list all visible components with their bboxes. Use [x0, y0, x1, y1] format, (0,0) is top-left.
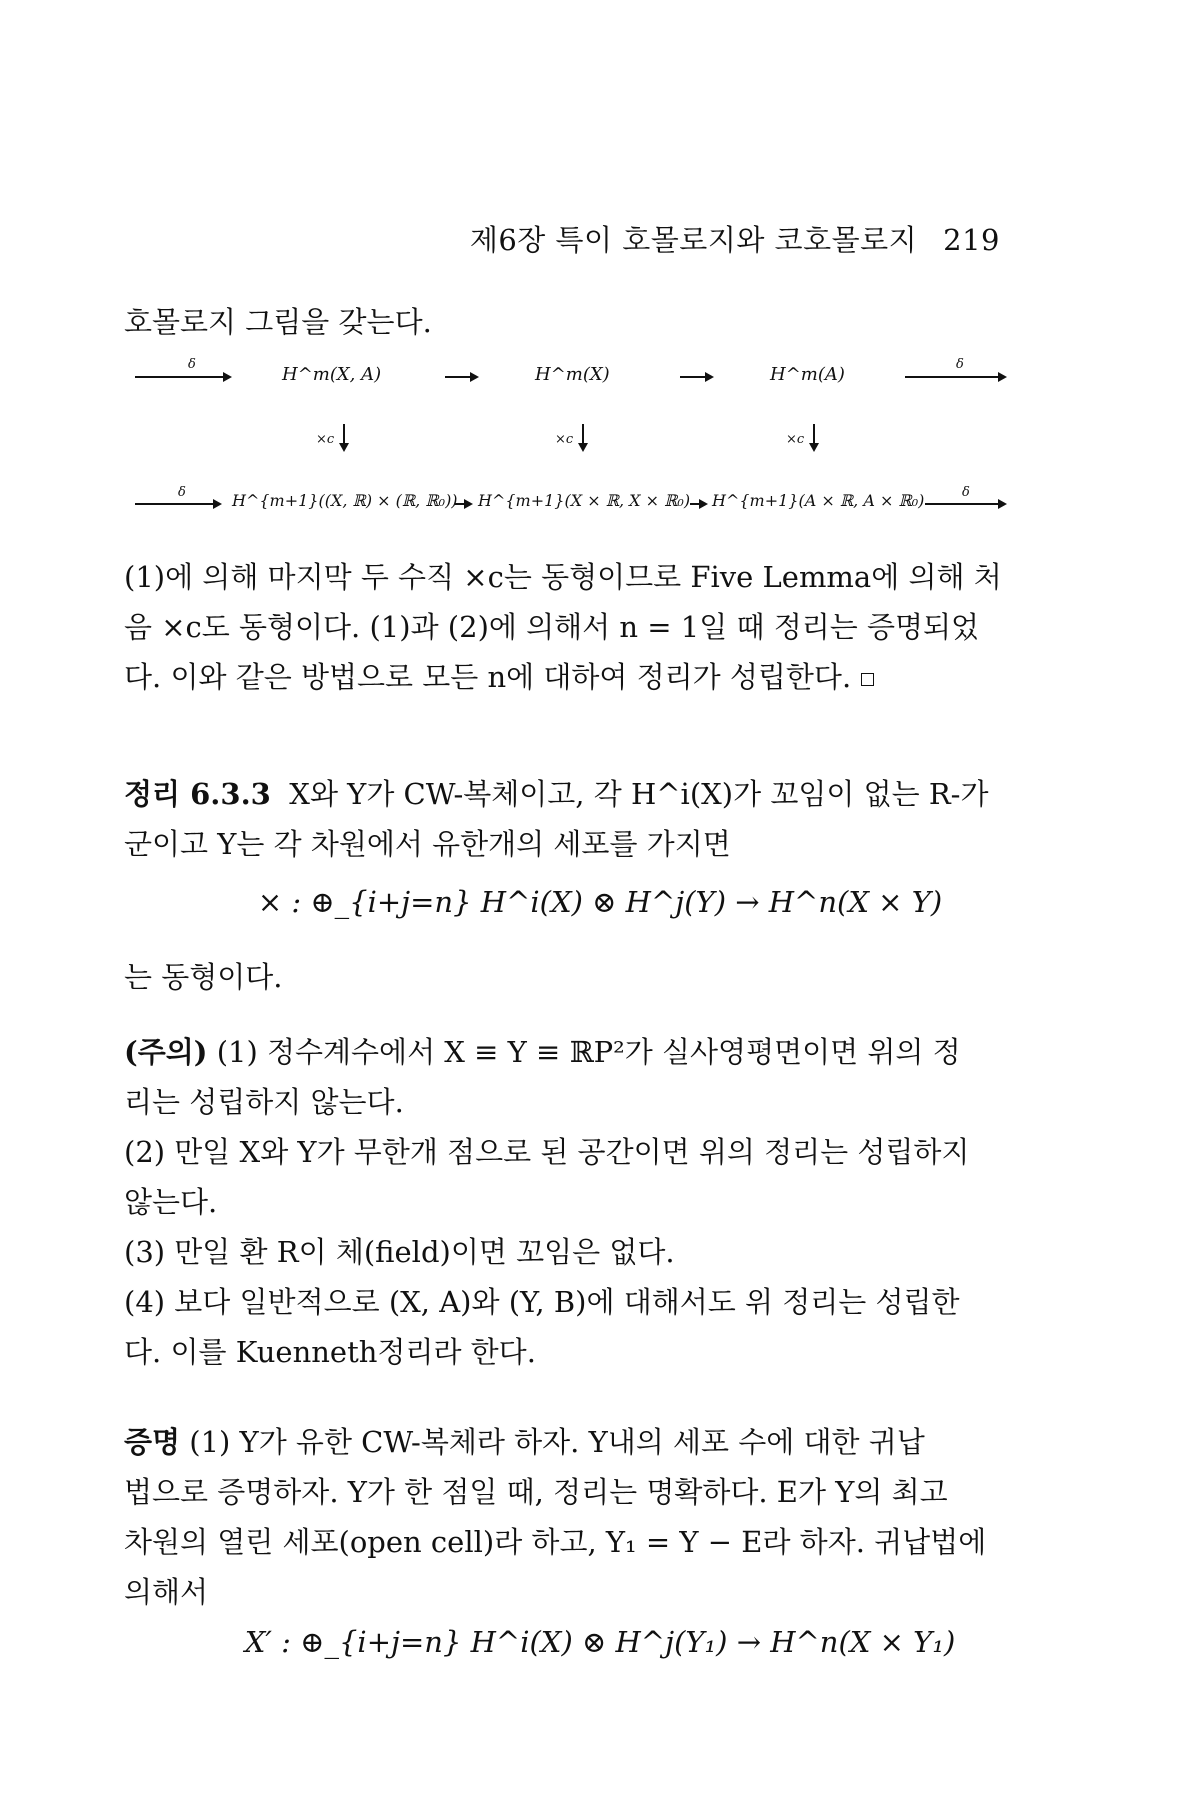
para1-line-3: [124, 655, 874, 696]
diagram-top-3: H^m(A): [770, 364, 845, 385]
remark-line-3: (2) 만일 X와 Y가 무한개 점으로 된 공간이면 위의 정리는 성립하지: [124, 1135, 970, 1169]
running-title: 제6장 특이 호몰로지와 코호몰로지: [469, 223, 918, 257]
theorem-formula: × : ⊕_{i+j=n} H^i(X) ⊗ H^j(Y) → H^n(X × Y): [257, 885, 943, 919]
qed-box-icon: [861, 673, 874, 686]
delta-label-top-left: δ: [188, 357, 196, 372]
remark-line-1: [124, 1030, 961, 1071]
remark-line-2: 리는 성립하지 않는다.: [124, 1085, 404, 1119]
remark-text-1: (1) 정수계수에서 X ≡ Y ≡ ℝP²가 실사영평면이면 위의 정: [216, 1035, 961, 1069]
running-header: [470, 218, 1000, 259]
proof-line-3: 차원의 열린 세포(open cell)라 하고, Y₁ = Y − E라 하자. 귀납법에: [124, 1525, 987, 1559]
proof-label: 증명: [124, 1425, 181, 1459]
remark-label: (주의): [124, 1035, 208, 1069]
theorem-line-2: 군이고 Y는 각 차원에서 유한개의 세포를 가지면: [124, 827, 731, 861]
page-number: 219: [943, 223, 1000, 257]
proof-text-1: (1) Y가 유한 CW-복체라 하자. Y내의 세포 수에 대한 귀납: [189, 1425, 925, 1459]
times-c-label-1: ×c: [316, 432, 335, 447]
arrow-top-1: [445, 376, 477, 378]
remark-line-4: 않는다.: [124, 1185, 218, 1219]
arrow-top-left: [135, 376, 230, 378]
times-c-label-2: ×c: [555, 432, 574, 447]
intro-line: 호몰로지 그림을 갖는다.: [124, 305, 432, 339]
diagram-bottom-2: H^{m+1}(X × ℝ, X × ℝ₀): [478, 491, 691, 510]
delta-label-top-right: δ: [956, 357, 964, 372]
arrow-bottom-right: [925, 503, 1005, 505]
arrow-bottom-2: [690, 503, 706, 505]
vertical-arrow-1: [343, 424, 345, 450]
vertical-arrow-2: [582, 424, 584, 450]
diagram-bottom-3: H^{m+1}(A × ℝ, A × ℝ₀): [712, 491, 925, 510]
proof-formula: X′ : ⊕_{i+j=n} H^i(X) ⊗ H^j(Y₁) → H^n(X × Y₁): [244, 1625, 956, 1659]
remark-line-7: 다. 이를 Kuenneth정리라 한다.: [124, 1335, 536, 1369]
para1-line-2: 음 ×c도 동형이다. (1)과 (2)에 의해서 n = 1일 때 정리는 증명되었: [124, 610, 980, 644]
theorem-conclusion: 는 동형이다.: [124, 960, 283, 994]
diagram-top-1: H^m(X, A): [282, 364, 382, 385]
delta-label-bottom-right: δ: [962, 485, 970, 500]
arrow-bottom-left: [135, 503, 220, 505]
vertical-arrow-3: [813, 424, 815, 450]
theorem-line-1: [124, 772, 989, 813]
remark-line-6: (4) 보다 일반적으로 (X, A)와 (Y, B)에 대해서도 위 정리는 성립한: [124, 1285, 960, 1319]
remark-line-5: (3) 만일 환 R이 체(field)이면 꼬임은 없다.: [124, 1235, 675, 1269]
proof-line-1: [124, 1420, 925, 1461]
theorem-text-1: X와 Y가 CW-복체이고, 각 H^i(X)가 꼬임이 없는 R-가: [289, 777, 989, 811]
proof-line-2: 법으로 증명하자. Y가 한 점일 때, 정리는 명확하다. E가 Y의 최고: [124, 1475, 948, 1509]
proof-line-4: 의해서: [124, 1575, 209, 1609]
times-c-label-3: ×c: [786, 432, 805, 447]
diagram-bottom-1: H^{m+1}((X, ℝ) × (ℝ, ℝ₀)): [232, 491, 458, 510]
theorem-label: 정리 6.3.3: [124, 777, 271, 811]
para1-line-3-text: 다. 이와 같은 방법으로 모든 n에 대하여 정리가 성립한다.: [124, 660, 852, 694]
arrow-bottom-1: [455, 503, 471, 505]
para1-line-1: (1)에 의해 마지막 두 수직 ×c는 동형이므로 Five Lemma에 의해 처: [124, 560, 1002, 594]
delta-label-bottom-left: δ: [178, 485, 186, 500]
arrow-top-2: [680, 376, 712, 378]
diagram-top-2: H^m(X): [535, 364, 610, 385]
arrow-top-right: [905, 376, 1005, 378]
